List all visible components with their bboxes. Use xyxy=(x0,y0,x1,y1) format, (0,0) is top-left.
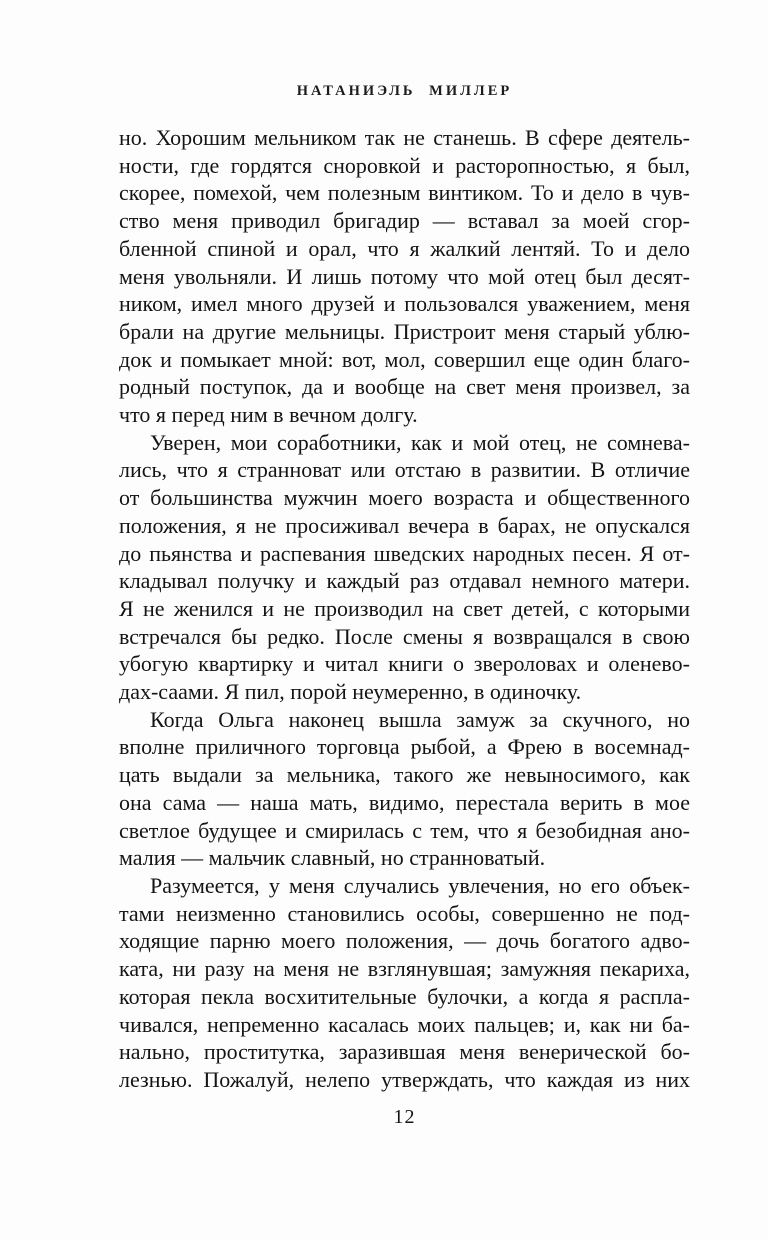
text-line: чивался, непременно касалась моих пальцев; и, как ни ба- xyxy=(119,1011,690,1037)
text-line: от большинства мужчин моего возраста и общественного xyxy=(119,485,690,511)
text-line: вполне приличного торговца рыбой, а Фрею в восемнад- xyxy=(119,734,690,760)
text-line: но. Хорошим мельником так не станешь. В сфере деятель- xyxy=(119,125,690,150)
text-line: светлое будущее и смирилась с тем, что я безобидная ано- xyxy=(119,817,690,843)
text-line: ство меня приводил бригадир — вставал за моей сгор- xyxy=(119,208,690,234)
text-line: брали на другие мельницы. Пристроит меня старый ублю- xyxy=(119,318,690,344)
text-line: лись, что я странноват или отстаю в развитии. В отличие xyxy=(119,457,690,483)
text-line: Разумеется, у меня случались увлечения, но его объек- xyxy=(150,872,690,898)
text-line: меня увольняли. И лишь потому что мой отец был десят- xyxy=(119,263,690,289)
text-line: она сама — наша мать, видимо, перестала верить в мое xyxy=(119,789,690,815)
text-line: кладывал получку и каждый раз отдавал немного матери. xyxy=(119,568,690,594)
text-line: скорее, помехой, чем полезным винтиком. То и дело в чув- xyxy=(119,180,690,206)
text-line: бленной спиной и орал, что я жалкий лентяй. То и дело xyxy=(119,235,690,261)
text-line: Я не женился и не производил на свет детей, с которыми xyxy=(119,595,690,621)
text-line: ката, ни разу на меня не взглянувшая; замужняя пекариха, xyxy=(119,956,690,982)
text-line: малия — мальчик славный, но странноватый. xyxy=(119,845,546,871)
text-line: лезнью. Пожалуй, нелепо утверждать, что каждая из них xyxy=(119,1066,690,1092)
text-line: Когда Ольга наконец вышла замуж за скучного, но xyxy=(150,706,690,732)
paragraph xyxy=(119,706,690,872)
body-text xyxy=(119,124,690,1094)
text-line: убогую квартирку и читал книги о звероловах и оленево- xyxy=(119,651,690,677)
text-line: которая пекла восхитительные булочки, а когда я распла- xyxy=(119,983,690,1009)
text-line: положения, я не просиживал вечера в барах, не опускался xyxy=(119,512,690,538)
text-line: ником, имел много друзей и пользовался уважением, меня xyxy=(119,291,690,317)
paragraph xyxy=(119,429,690,706)
text-line: до пьянства и распевания шведских народных песен. Я от- xyxy=(119,540,690,566)
text-line: Уверен, мои соработники, как и мой отец, не сомнева- xyxy=(150,429,690,455)
text-line: ходящие парню моего положения, — дочь богатого адво- xyxy=(119,928,690,954)
running-header: НАТАНИЭЛЬ МИЛЛЕР xyxy=(296,83,513,99)
text-line: ности, где гордятся сноровкой и расторопностью, я был, xyxy=(119,152,690,178)
text-line: док и помыкает мной: вот, мол, совершил еще один благо- xyxy=(119,346,690,372)
text-line: нально, проститутка, заразившая меня венерической бо- xyxy=(119,1039,690,1065)
page-number: 12 xyxy=(393,1106,416,1128)
paragraph xyxy=(119,124,690,429)
text-line: встречался бы редко. После смены я возвращался в свою xyxy=(119,623,690,649)
paragraph xyxy=(119,872,690,1094)
text-line: тами неизменно становились особы, совершенно не под- xyxy=(119,900,690,926)
text-line: цать выдали за мельника, такого же невыносимого, как xyxy=(119,762,690,788)
text-line: родный поступок, да и вообще на свет меня произвел, за xyxy=(119,374,690,400)
text-line: что я перед ним в вечном долгу. xyxy=(119,402,418,428)
text-line: дах-саами. Я пил, порой неумеренно, в одиночку. xyxy=(119,679,582,705)
